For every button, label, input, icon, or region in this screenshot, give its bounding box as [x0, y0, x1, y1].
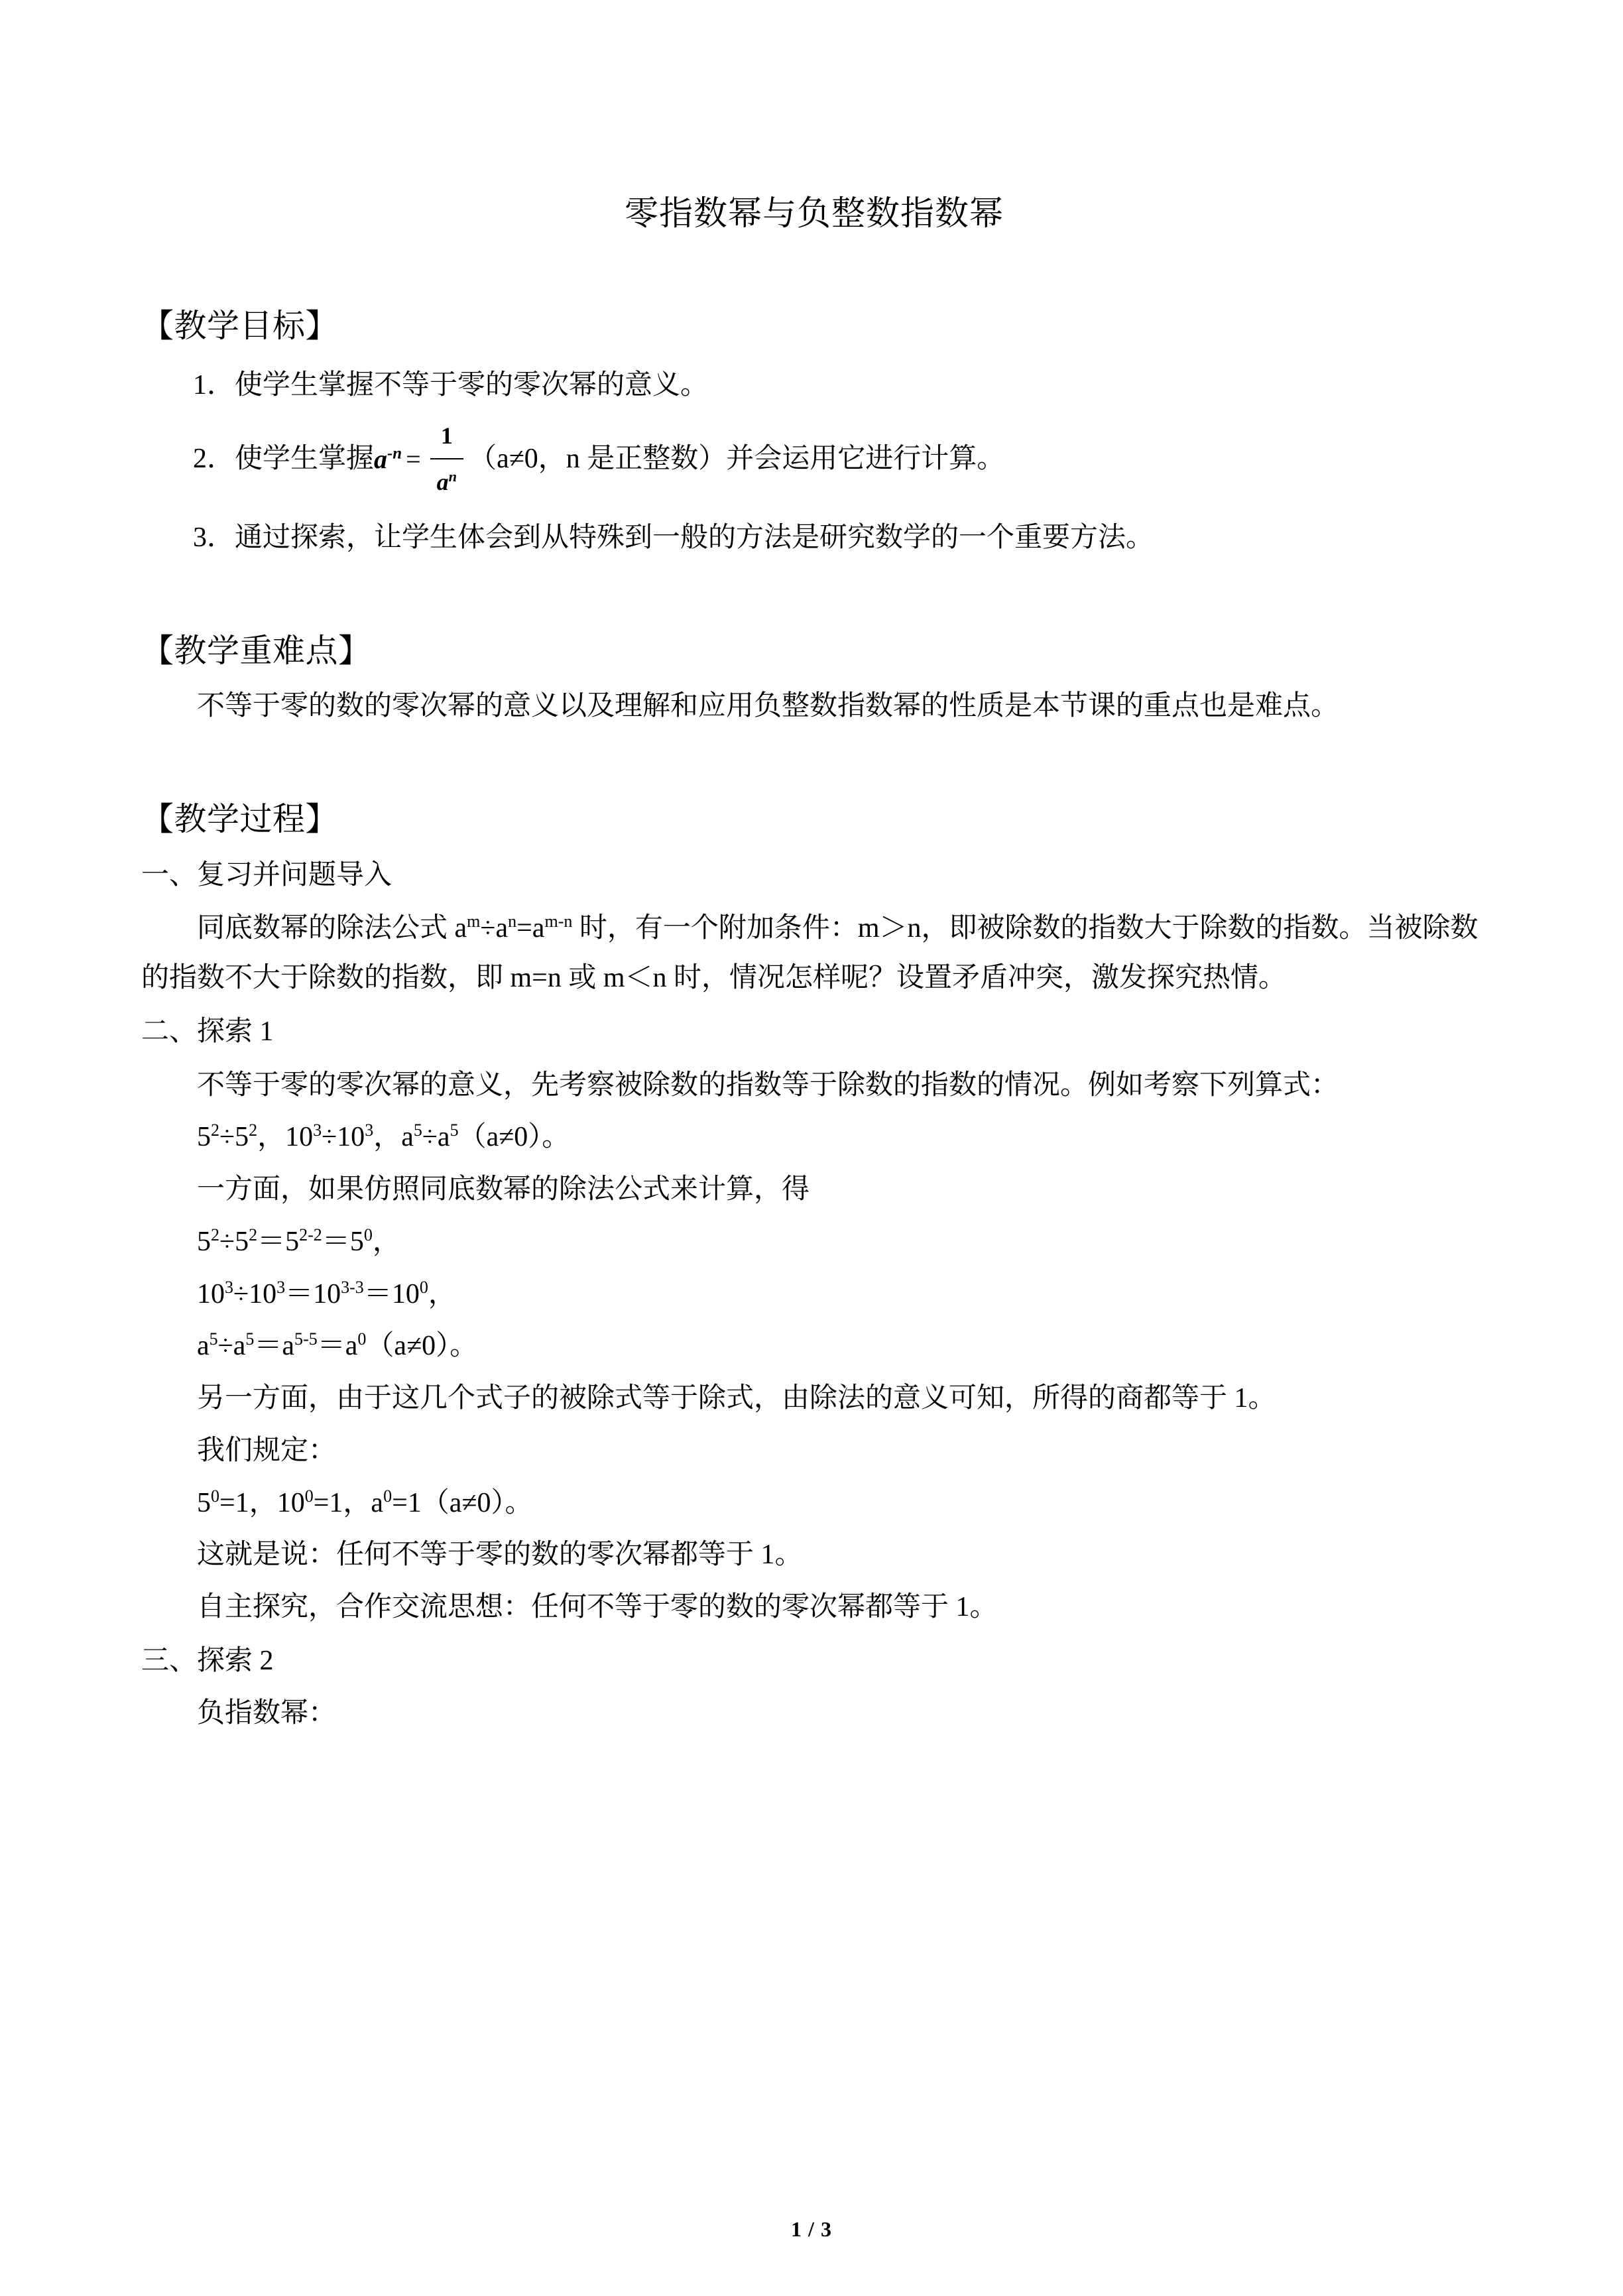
section-heading-keypoints: 【教学重难点】 — [141, 632, 371, 669]
step-2-text-line-2: 一方面，如果仿照同底数幂的除法公式来计算，得 — [197, 1174, 810, 1205]
step-2-text-line-10: 自主探究，合作交流思想：任何不等于零的数的零次幂都等于 1。 — [197, 1592, 998, 1623]
objective-2-prefix: 2．使学生掌握 — [193, 444, 375, 475]
step-2-text-line-6: 另一方面，由于这几个式子的被除式等于除式，由除法的意义可知，所得的商都等于 1。 — [197, 1383, 1276, 1414]
step-2-paragraph-1: 不等于零的零次幂的意义，先考察被除数的指数等于除数的指数的情况。例如考察下列算式： — [197, 1069, 1339, 1101]
objective-2-suffix: （a≠0，n 是正整数）并会运用它进行计算。 — [469, 444, 1005, 475]
objective-2-equals: = — [406, 444, 421, 474]
fraction-numerator: 1 — [440, 422, 453, 450]
objective-item-3: 3．通过探索，让学生体会到从特殊到一般的方法是研究数学的一个重要方法。 — [193, 522, 1154, 554]
step-2-text-line-9: 这就是说：任何不等于零的数的零次幂都等于 1。 — [197, 1540, 803, 1571]
page-number: 1 / 3 — [791, 2217, 832, 2241]
section-heading-objectives: 【教学目标】 — [141, 308, 339, 345]
step-2-expression-line-3: $5^2\div 5^2=5^{2-2}=5^0$， — [197, 1225, 400, 1257]
page-title: 零指数幂与负整数指数幂 — [624, 196, 1004, 233]
section-heading-process: 【教学过程】 — [141, 801, 339, 838]
step-3-heading: 三、探索 2 — [141, 1645, 274, 1676]
step-2-expression-line-1: $5^2\div 5^2$，$10^3\div 10^3$，$a^5\div a^5(a\ne 0)$。 — [197, 1120, 570, 1153]
document-content — [141, 0, 1487, 1738]
step-3-line-1: 负指数幂： — [197, 1697, 337, 1728]
step-2-expression-line-8: $5^0=1$，$10^0=1$，$a^0=1(a\ne 0)$。 — [197, 1486, 533, 1518]
step-2-expression-line-5: $a^5\div a^5=a^{5-5}=a^0(a\ne 0)$。 — [197, 1329, 478, 1362]
step-2-heading: 二、探索 1 — [141, 1016, 274, 1047]
objective-2-fraction — [430, 415, 463, 503]
step-2-text-line-7: 我们规定： — [197, 1435, 337, 1466]
objective-item-1: 1．使学生掌握不等于零的零次幂的意义。 — [193, 369, 709, 400]
keypoints-body: 不等于零的数的零次幂的意义以及理解和应用负整数指数幂的性质是本节课的重点也是难点。 — [197, 691, 1339, 722]
objective-2-exponent: -n — [387, 444, 402, 463]
fraction-denominator: $a^n$ — [430, 458, 463, 503]
objective-2-base: $a^{-n}$ — [374, 444, 402, 474]
step-2-expression-line-4: $10^3\div 10^3=10^{3-3}=10^0$， — [197, 1277, 456, 1309]
objective-item-2 — [141, 415, 1487, 503]
step-1-paragraph: 同底数幂的除法公式 $a^m\div a^n=a^{m-n}$ 时，有一个附加条件：m＞n，即被除数的指数大于除数的指数。当被除数的指数不大于除数的指数，即 m=n 或 m＜n 时，情况怎样呢？设置矛盾冲突，激发探究热情。 — [141, 912, 1478, 994]
step-1-heading: 一、复习并问题导入 — [141, 859, 392, 890]
